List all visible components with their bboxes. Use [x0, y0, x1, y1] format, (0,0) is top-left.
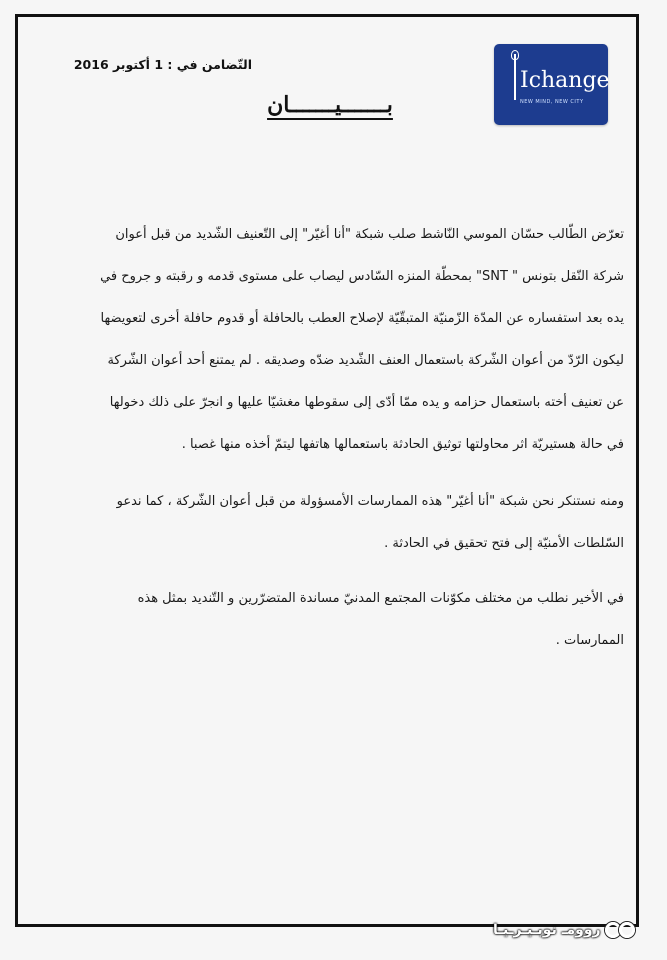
statement-title: بـــــــيـــــــان [267, 92, 393, 118]
text-line: السّلطات الأمنيّة إلى فتح تحقيق في الحادثة . [384, 536, 624, 551]
text-line: تعرّض الطّالب حسّان الموسي النّاشط صلب شبكة "أنا أغيّر" إلى التّعنيف الشّديد من قبل أعوان [115, 227, 624, 242]
text-line: ليكون الرّدّ من أعوان الشّركة باستعمال العنف الشّديد ضدّه وصديقه . لم يمتنع أحد أعوان الشّركة [107, 353, 624, 368]
watermark-rings-icon [605, 919, 639, 941]
text-line: الممارسات . [555, 633, 624, 648]
ichange-logo [494, 44, 608, 125]
text-line: عن تعنيف أخته باستعمال حزامه و يده ممّا أدّى إلى سقوطها مغشيّا عليها و انجرّ على ذلك دخولها [109, 395, 624, 410]
date-line: التّضامن في : 1 أكتوبر 2016 [73, 57, 252, 72]
paragraph-3 [62, 578, 624, 662]
page-border [15, 14, 639, 927]
watermark-text: روومـ نوبـيـرـيـا [493, 922, 601, 938]
watermark [493, 915, 639, 945]
logo-tagline: NEW MIND, NEW CITY [520, 99, 584, 105]
paragraph-2 [62, 481, 624, 565]
text-line: يده بعد استفساره عن المدّة الزّمنيّة المتبقّيّة لإصلاح العطب بالحافلة أو قدوم حافلة أخرى لتعويضها [100, 311, 624, 326]
text-line: في حالة هستيريّة اثر محاولتها توثيق الحادثة باستعمالها هاتفها ليتمّ أخذه منها غصبا . [181, 437, 624, 452]
logo-brand: Ichange [520, 68, 610, 93]
paragraph-1 [62, 214, 624, 466]
text-line: في الأخير نطلب من مختلف مكوّنات المجتمع المدنيّ مساندة المتضرّرين و التّنديد بمثل هذه [137, 591, 624, 606]
text-line: شركة النّقل بتونس " SNT" بمحطّة المنزه السّادس ليصاب على مستوى قدمه و رقبته و جروح في [100, 269, 624, 284]
pen-icon [514, 54, 516, 100]
text-line: ومنه نستنكر نحن شبكة "أنا أغيّر" هذه الممارسات الأمسؤولة من قبل أعوان الشّركة ، كما ندعو [116, 494, 624, 509]
